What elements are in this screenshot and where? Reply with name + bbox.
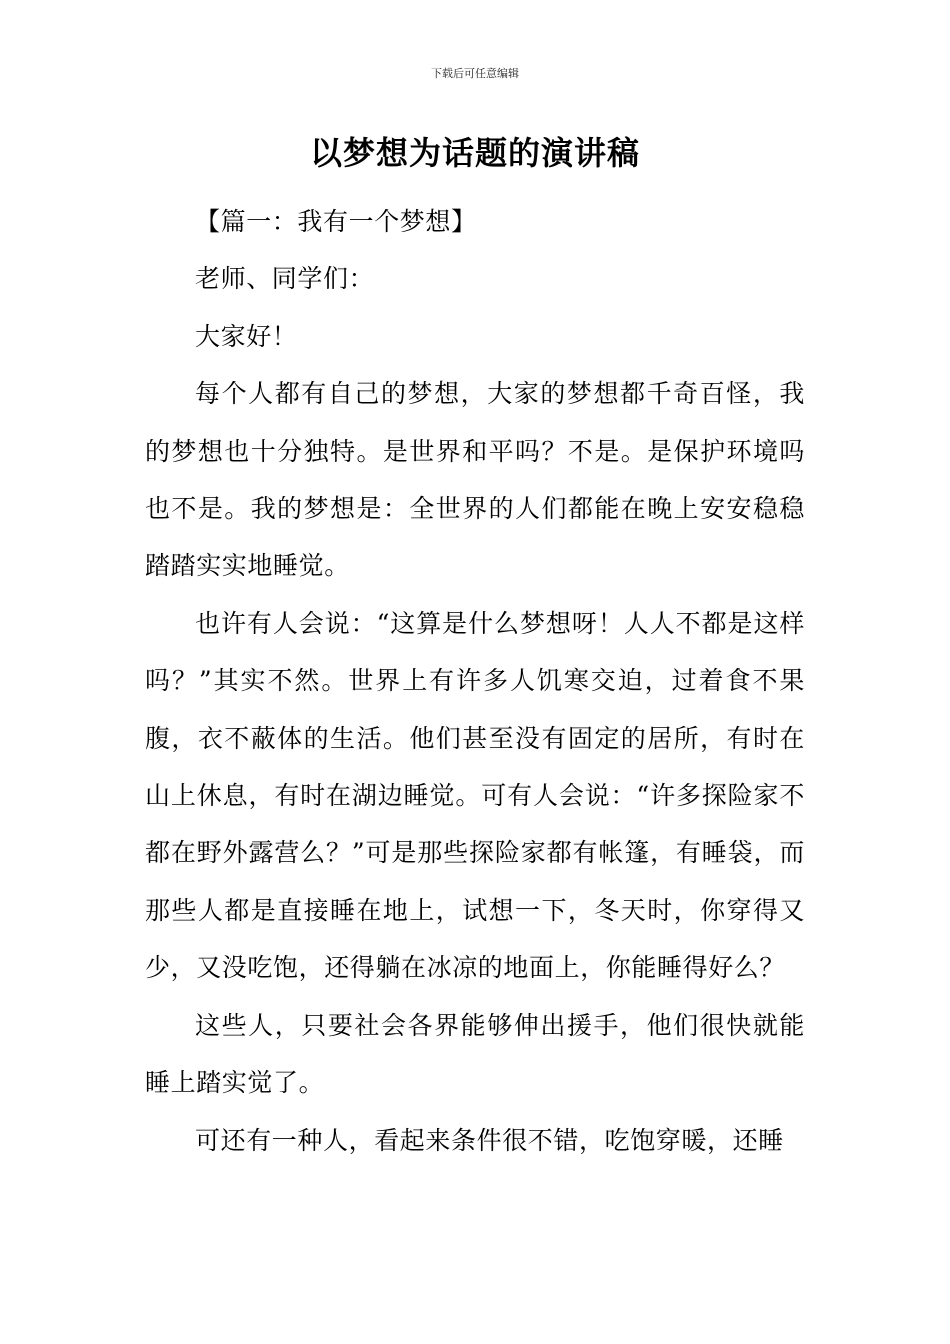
paragraph: 每个人都有自己的梦想，大家的梦想都千奇百怪，我的梦想也十分独特。是世界和平吗？不是。是保护环境吗也不是。我的梦想是：全世界的人们都能在晚上安安稳稳踏踏实实地睡觉。 [145,379,805,581]
header-note: 下载后可任意编辑 [431,67,519,80]
document-title: 以梦想为话题的演讲稿 [309,134,640,172]
paragraph-salutation: 老师、同学们： [195,264,375,294]
paragraph-section-heading: 【篇一：我有一个梦想】 [195,207,477,236]
paragraph: 可还有一种人，看起来条件很不错，吃饱穿暖，还睡 [195,1125,784,1155]
paragraph: 这些人，只要社会各界能够伸出援手，他们很快就能睡上踏实觉了。 [145,1010,805,1098]
paragraph: 也许有人会说：“这算是什么梦想呀！人人不都是这样吗？”其实不然。世界上有许多人饥寒交迫，过着食不果腹，衣不蔽体的生活。他们甚至没有固定的居所，有时在山上休息，有时在湖边睡觉。可有人会说：“许多探险家不都在野外露营么？”可是那些探险家都有帐篷，有睡袋，而那些人都是直接睡在地上，试想一下，冬天时，你穿得又少，又没吃饱，还得躺在冰凉的地面上，你能睡得好么？ [145,608,805,983]
paragraph-greeting: 大家好！ [195,321,298,351]
document-body [145,193,805,1169]
